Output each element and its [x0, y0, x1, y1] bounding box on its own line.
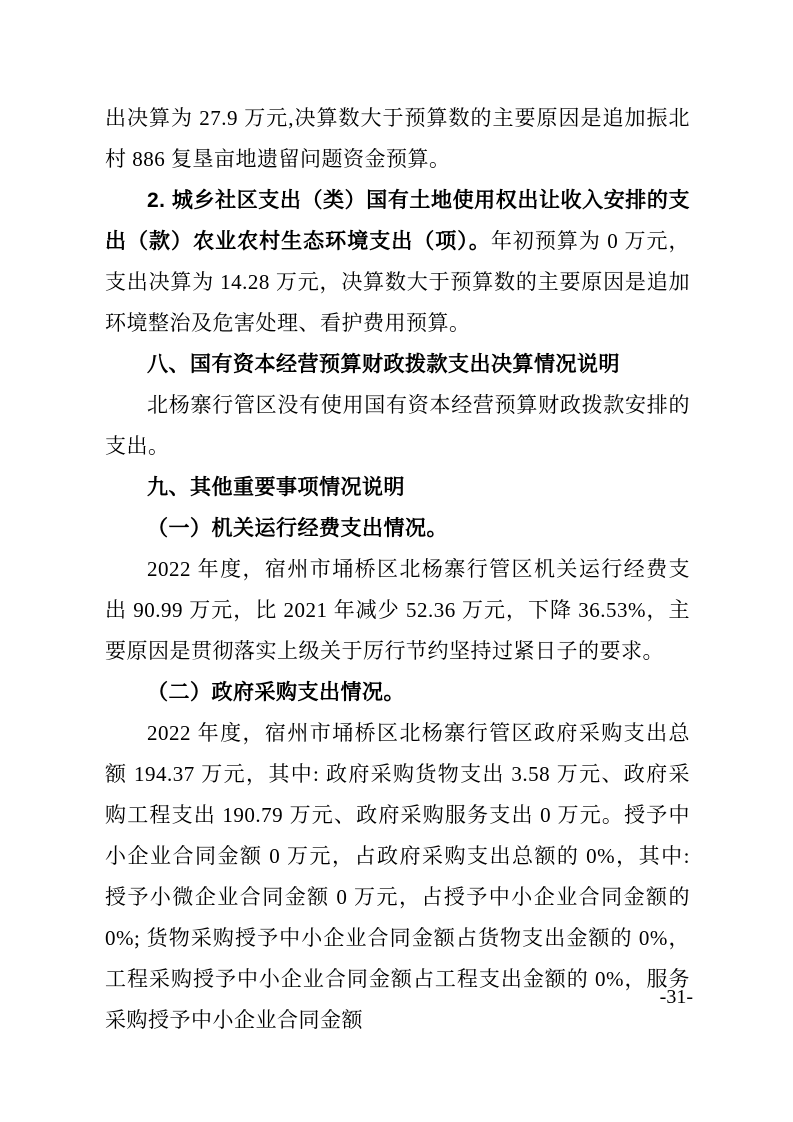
paragraph [105, 713, 690, 1041]
paragraph [105, 467, 690, 508]
paragraph [105, 344, 690, 385]
bold-text-run: （二）政府采购支出情况。 [147, 681, 405, 704]
paragraph [105, 549, 690, 672]
text-run: 2022 年度，宿州市埇桥区北杨寨行管区政府采购支出总额 194.37 万元，其中: 政府采购货物支出 3.58 万元、政府采购工程支出 190.79 万元、政府采购服务支出 0 万元。授予中小企业合同金额 0 万元，占政府采购支出总额的 0%，其中: 授予小微企业合同金额 0 万元，占授予中小企业合同金额的 0%; 货物采购授予中小企业合同金额占货物支出金额的 0%，工程采购授予中小企业合同金额占工程支出金额的 0%，服务采购授予中小企业合同金额 [105, 721, 690, 1032]
paragraph [105, 180, 690, 344]
paragraph [105, 508, 690, 549]
bold-text-run: （一）机关运行经费支出情况。 [147, 517, 448, 540]
page-number: -31- [659, 986, 693, 1008]
text-run: 北杨寨行管区没有使用国有资本经营预算财政拨款安排的支出。 [105, 393, 690, 458]
text-run: 年初预算为 0 万元，支出决算为 14.28 万元，决算数大于预算数的主要原因是追加环境整治及危害处理、看护费用预算。 [105, 229, 691, 335]
paragraph [105, 672, 690, 713]
text-run: 出决算为 27.9 万元,决算数大于预算数的主要原因是追加振北村 886 复垦亩地遗留问题资金预算。 [105, 106, 690, 171]
document-body [105, 98, 690, 1041]
text-run: 2022 年度，宿州市埇桥区北杨寨行管区机关运行经费支出 90.99 万元，比 2021 年减少 52.36 万元，下降 36.53%，主要原因是贯彻落实上级关于厉行节约坚持过紧日子的要求。 [105, 557, 690, 663]
paragraph [105, 98, 690, 180]
paragraph [105, 385, 690, 467]
bold-text-run: 八、国有资本经营预算财政拨款支出决算情况说明 [147, 353, 620, 376]
bold-text-run: 九、其他重要事项情况说明 [147, 476, 405, 499]
bold-text-run: 2. 城乡社区支出（类）国有土地使用权出让收入安排的支出（款）农业农村生态环境支出（项）。 [105, 189, 690, 253]
